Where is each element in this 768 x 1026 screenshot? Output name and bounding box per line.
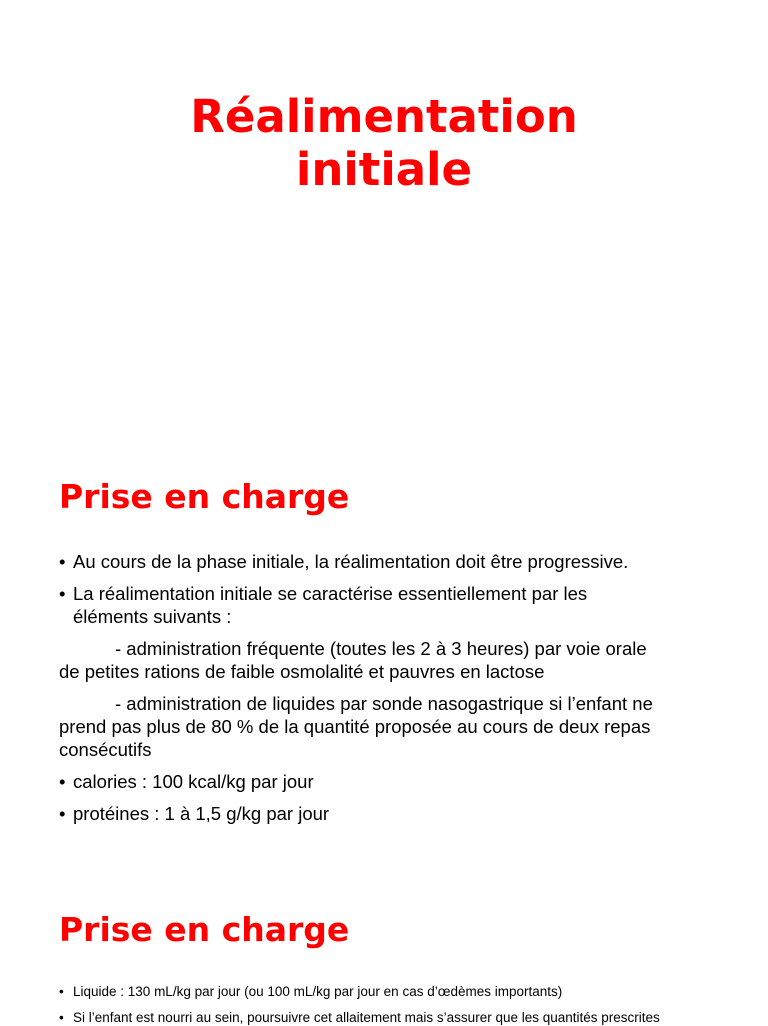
bullet-item-calories [59, 770, 314, 793]
list-item-continuation: de petites rations de faible osmolalité et pauvres en lactose [59, 661, 545, 682]
bullet-text: protéines : 1 à 1,5 g/kg par jour [73, 803, 330, 824]
bullet-icon: • [59, 551, 66, 572]
slide-title [0, 90, 768, 196]
bullet-icon: • [59, 1010, 64, 1025]
list-item-administration-liquides: - administration de liquides par sonde nasogastrique si l’enfant ne [115, 693, 653, 714]
bullet-text: La réalimentation initiale se caractérise essentiellement par les [73, 583, 588, 604]
bullet-icon: • [59, 771, 66, 792]
section-heading-1: Prise en charge [59, 477, 350, 516]
bullet-item-phase-initiale [59, 550, 628, 573]
bullet-text: Au cours de la phase initiale, la réalimentation doit être progressive. [73, 551, 629, 572]
bullet-continuation: éléments suivants : [73, 606, 232, 627]
bullet-icon: • [59, 803, 66, 824]
bullet-item-caracteristiques [59, 582, 587, 605]
bullet-text: Si l’enfant est nourri au sein, poursuivre cet allaitement mais s’assurer que les quantités prescrites [73, 1010, 660, 1025]
section-heading-2: Prise en charge [59, 910, 350, 949]
bullet-icon: • [59, 583, 66, 604]
bullet-item-proteines [59, 802, 329, 825]
title-line-1: Réalimentation [190, 90, 578, 143]
bullet-item-liquide [59, 983, 562, 1000]
list-item-continuation: consécutifs [59, 739, 152, 760]
bullet-icon: • [59, 984, 64, 999]
list-item-continuation: prend pas plus de 80 % de la quantité proposée au cours de deux repas [59, 716, 651, 737]
bullet-item-allaitement [59, 1009, 660, 1026]
list-item-administration-frequente: - administration fréquente (toutes les 2 à 3 heures) par voie orale [115, 638, 647, 659]
bullet-text: Liquide : 130 mL/kg par jour (ou 100 mL/kg par jour en cas d’œdèmes importants) [73, 984, 563, 999]
bullet-text: calories : 100 kcal/kg par jour [73, 771, 314, 792]
title-line-2: initiale [295, 143, 473, 196]
